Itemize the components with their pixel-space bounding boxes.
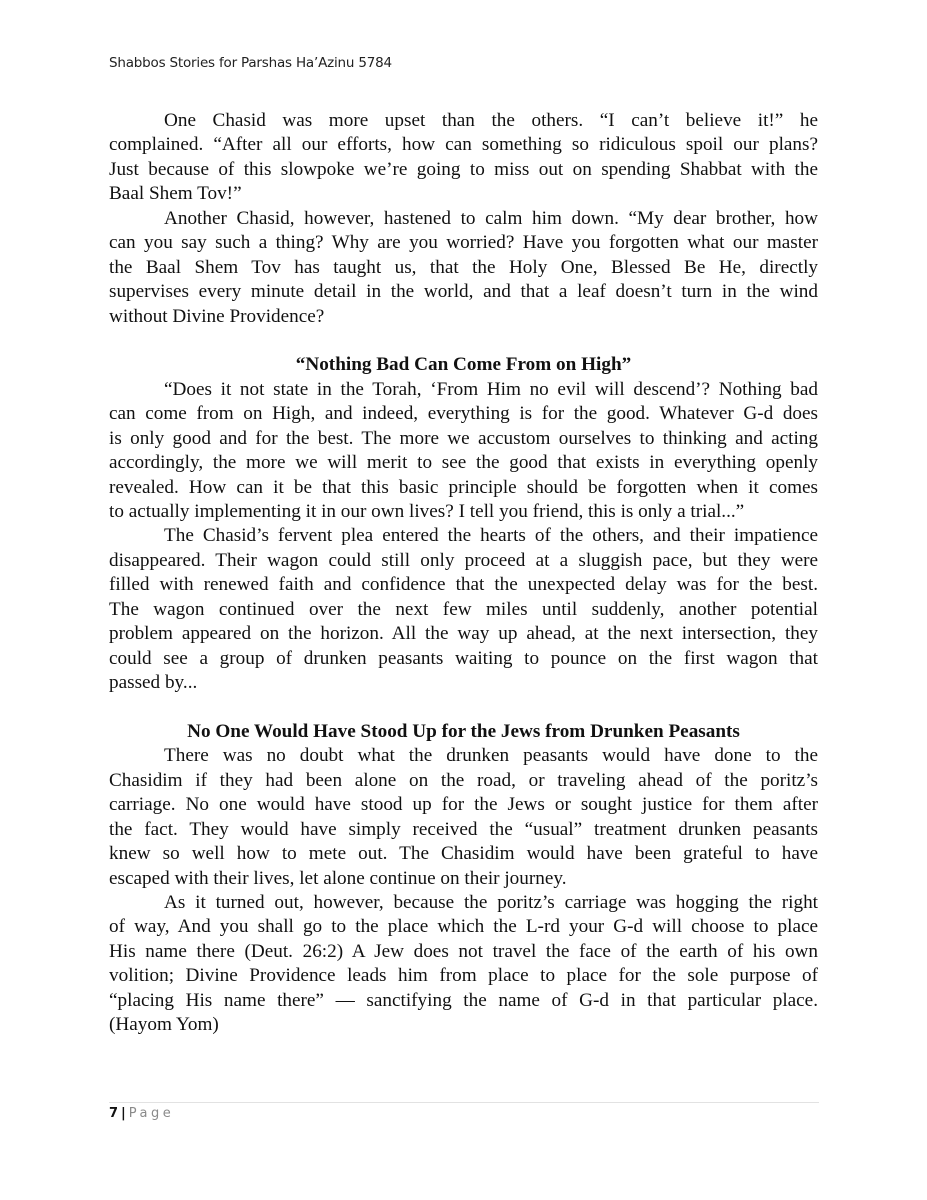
text-line: Chasidim if they had been alone on the road, or traveling ahead of the poritz’s — [109, 769, 818, 791]
text-line: without Divine Providence? — [109, 305, 325, 327]
text-line: The Chasid’s fervent plea entered the hearts of the others, and their impatience — [164, 525, 818, 547]
text-line: His name there (Deut. 26:2) A Jew does not travel the face of the earth of his own — [109, 940, 818, 962]
text-line: accordingly, the more we will merit to see the good that exists in everything openly — [109, 452, 818, 474]
text-line: of way, And you shall go to the place which the L-rd your G-d will choose to place — [109, 916, 818, 938]
text-line: The wagon continued over the next few miles until suddenly, another potential — [109, 598, 818, 620]
text-line: Baal Shem Tov!” — [109, 183, 242, 205]
paragraph — [109, 207, 818, 329]
page-footer — [109, 1106, 174, 1121]
text-line: revealed. How can it be that this basic principle should be forgotten when it comes — [109, 476, 818, 498]
text-line: is only good and for the best. The more we accustom ourselves to thinking and acting — [109, 427, 818, 449]
text-line: supervises every minute detail in the world, and that a leaf doesn’t turn in the wind — [109, 281, 818, 303]
document-body — [109, 109, 818, 1038]
blank-line — [109, 696, 818, 720]
text-line: There was no doubt what the drunken peasants would have done to the — [164, 745, 818, 767]
text-line: disappeared. Their wagon could still only proceed at a sluggish pace, but they were — [109, 549, 818, 571]
running-header: Shabbos Stories for Parshas Ha’Azinu 5784 — [109, 55, 392, 71]
text-line: “Does it not state in the Torah, ‘From Him no evil will descend’? Nothing bad — [164, 378, 818, 400]
text-line: filled with renewed faith and confidence that the unexpected delay was for the best. — [109, 574, 818, 596]
text-line: to actually implementing it in our own lives? I tell you friend, this is only a trial...” — [109, 501, 745, 522]
text-line: escaped with their lives, let alone continue on their journey. — [109, 867, 567, 889]
section-heading: “Nothing Bad Can Come From on High” — [295, 354, 632, 376]
section-heading: No One Would Have Stood Up for the Jews from Drunken Peasants — [187, 720, 740, 742]
text-line: complained. “After all our efforts, how can something so ridiculous spoil our plans? — [109, 134, 818, 156]
text-line: can come from on High, and indeed, everything is for the good. Whatever G-d does — [109, 403, 818, 425]
text-line: carriage. No one would have stood up for the Jews or sought justice for them after — [109, 794, 818, 816]
paragraph — [109, 524, 818, 695]
text-line: passed by... — [109, 672, 198, 694]
text-line: problem appeared on the horizon. All the way up ahead, at the next intersection, they — [109, 623, 818, 645]
paragraph — [109, 378, 818, 525]
paragraph — [109, 109, 818, 207]
text-line: the Baal Shem Tov has taught us, that the Holy One, Blessed Be He, directly — [109, 256, 818, 278]
footer-separator: | — [121, 1106, 126, 1121]
text-line: Just because of this slowpoke we’re going to miss out on spending Shabbat with the — [109, 158, 818, 180]
text-line: could see a group of drunken peasants waiting to pounce on the first wagon that — [109, 647, 818, 669]
text-line: “placing His name there” — sanctifying the name of G-d in that particular place. — [109, 989, 818, 1011]
paragraph — [109, 891, 818, 1038]
text-line: the fact. They would have simply received the “usual” treatment drunken peasants — [109, 818, 818, 840]
blank-line — [109, 329, 818, 353]
text-line: knew so well how to mete out. The Chasidim would have been grateful to have — [109, 843, 818, 865]
footer-divider — [109, 1102, 819, 1103]
text-line: can you say such a thing? Why are you worried? Have you forgotten what our master — [109, 232, 818, 254]
text-line: volition; Divine Providence leads him from place to place for the sole purpose of — [109, 965, 818, 987]
text-line: (Hayom Yom) — [109, 1014, 219, 1036]
text-line: As it turned out, however, because the poritz’s carriage was hogging the right — [164, 892, 818, 913]
page-label: Page — [128, 1106, 175, 1121]
page-number: 7 — [109, 1106, 119, 1121]
paragraph — [109, 744, 818, 891]
text-line: One Chasid was more upset than the others. “I can’t believe it!” he — [164, 110, 818, 131]
text-line: Another Chasid, however, hastened to calm him down. “My dear brother, how — [164, 207, 818, 229]
